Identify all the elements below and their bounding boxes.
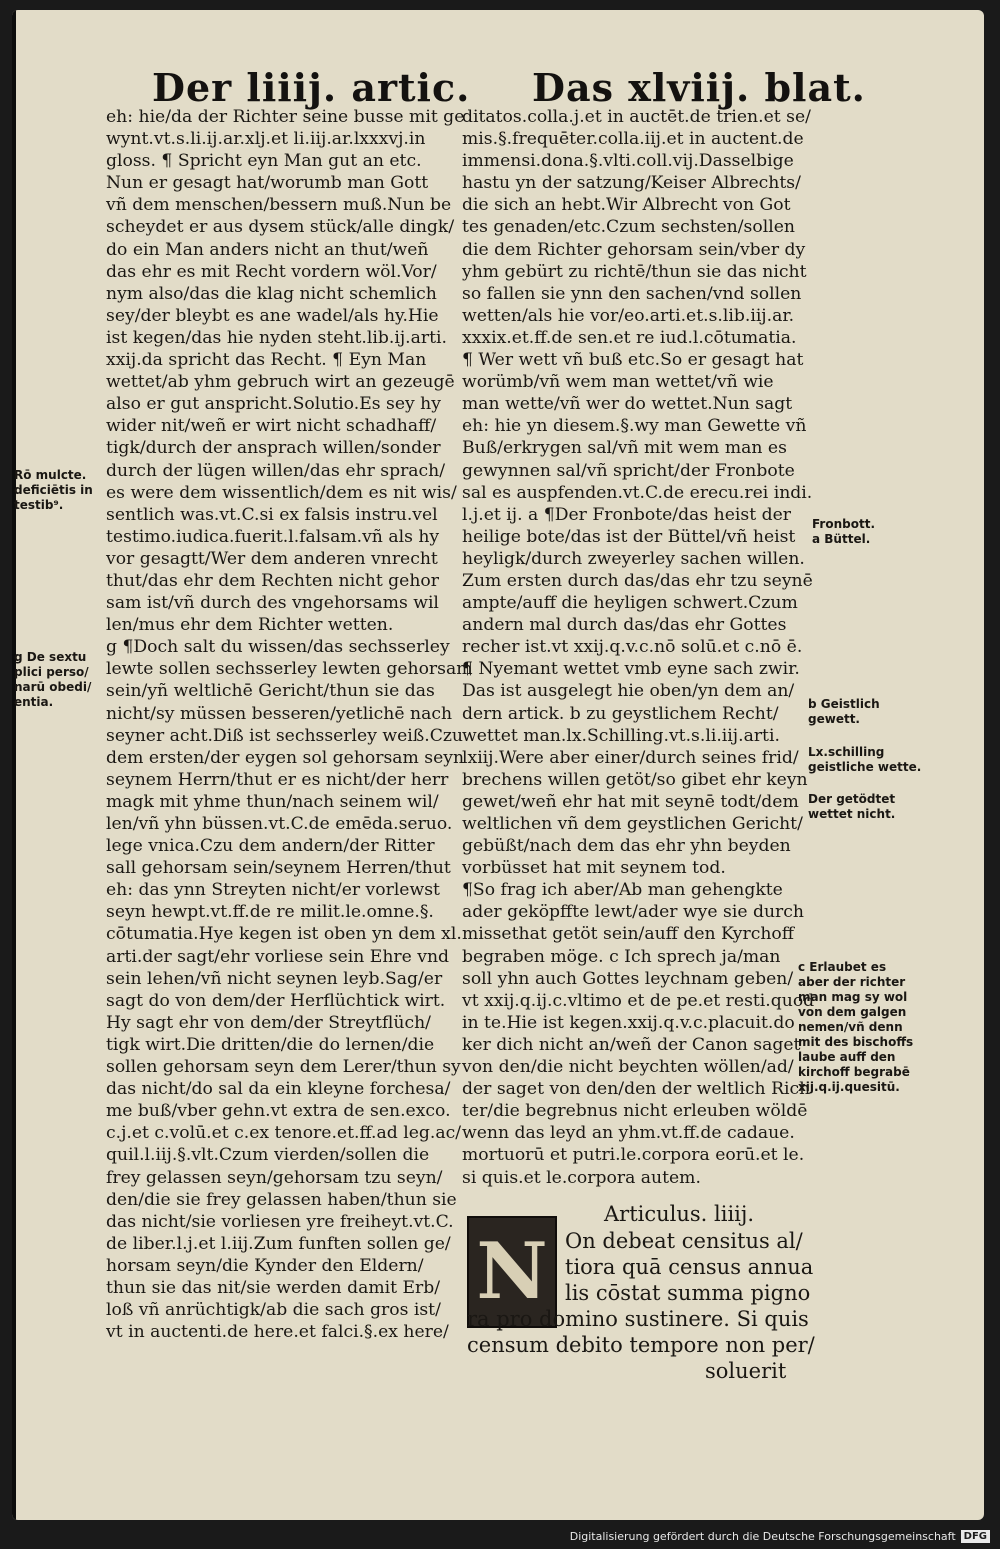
margin-note-line: testib⁹. (14, 498, 64, 512)
text-line: ker dich nicht an/weñ der Canon saget (462, 1034, 801, 1055)
margin-note-line: deficiētis in (14, 483, 93, 497)
text-line: frey gelassen seyn/gehorsam tzu seyn/ (106, 1167, 443, 1188)
text-line: horsam seyn/die Kynder den Eldern/ (106, 1255, 424, 1276)
text-line: sey/der bleybt es ane wadel/als hy.Hie (106, 305, 439, 326)
latin-line: tiora quā census annua (565, 1255, 814, 1279)
text-line: von den/die nicht beychten wöllen/ad/ (462, 1057, 794, 1078)
margin-note-right-4 (808, 792, 895, 822)
text-line: recher ist.vt xxij.q.v.c.nō solū.et c.nō ē. (462, 637, 803, 658)
text-line: lxiij.Were aber einer/durch seines frid/ (462, 747, 799, 768)
book-page (12, 10, 984, 1520)
text-line: weltlichen vñ dem geystlichen Gericht/ (462, 814, 803, 834)
text-line: das nicht/do sal da ein kleyne forchesa/ (106, 1079, 451, 1100)
text-line: quil.l.iij.§.vlt.Czum vierden/sollen die (106, 1145, 430, 1166)
text-line: g ¶Doch salt du wissen/das sechsserley (106, 637, 450, 658)
text-line: thun sie das nit/sie werden damit Erb/ (106, 1277, 441, 1298)
margin-note-line: nemen/vñ denn (798, 1020, 903, 1034)
text-line: der saget von den/den der weltlich Rich (462, 1079, 811, 1100)
margin-note-line: plici perso/ (14, 665, 89, 679)
margin-note-line: xij.q.ij.quesitū. (798, 1080, 900, 1094)
text-line: eh: das ynn Streyten nicht/er vorlewst (106, 880, 440, 901)
text-line: seyner acht.Diß ist sechsserley weiß.Czu (106, 725, 464, 746)
text-line: ader geköpffte lewt/ader wye sie durch (462, 902, 804, 923)
text-line: ¶ Wer wett vñ buß etc.So er gesagt hat (462, 350, 804, 371)
text-line: vor gesagtt/Wer dem anderen vnrecht (106, 548, 438, 569)
text-line: also er gut anspricht.Solutio.Es sey hy (106, 394, 441, 415)
margin-note-line: geistliche wette. (808, 760, 922, 774)
margin-note-line: g De sextu (14, 650, 87, 664)
text-line: c.j.et c.volū.et c.ex tenore.et.ff.ad leg.ac/ (106, 1123, 462, 1144)
right-text-column (462, 106, 820, 1189)
text-line: vñ dem menschen/bessern muß.Nun be (106, 195, 452, 216)
text-line: soll yhn auch Gottes leychnam geben/ (462, 968, 794, 989)
text-line: man wette/vñ wer do wettet.Nun sagt (462, 394, 793, 415)
text-line: sein lehen/vñ nicht seynen leyb.Sag/er (106, 968, 443, 989)
text-line: nicht/sy müssen besseren/yetlichē nach (106, 703, 453, 724)
text-line: ampte/auff die heyligen schwert.Czum (462, 593, 798, 614)
text-line: vorbüsset hat mit seynem tod. (462, 858, 726, 879)
text-line: andern mal durch das/das ehr Gottes (462, 615, 787, 636)
latin-line: censum debito tempore non per/ (467, 1333, 815, 1357)
text-line: hastu yn der satzung/Keiser Albrechts/ (462, 173, 801, 194)
text-line: mortuorū et putri.le.corpora eorū.et le. (462, 1145, 805, 1166)
text-line: gewynnen sal/vñ spricht/der Fronbote (462, 460, 795, 481)
text-line: ist kegen/das hie nyden steht.lib.ij.arti. (106, 327, 447, 348)
text-line: me buß/vber gehn.vt extra de sen.exco. (106, 1101, 451, 1122)
margin-note-left-1 (14, 468, 93, 513)
text-line: Das ist ausgelegt hie oben/yn dem an/ (462, 681, 795, 702)
text-line: in te.Hie ist kegen.xxij.q.v.c.placuit.do (462, 1012, 795, 1033)
text-line: es were dem wissentlich/dem es nit wis/ (106, 482, 457, 503)
text-line: Buß/erkrygen sal/vñ mit wem man es (462, 438, 787, 459)
text-line: Hy sagt ehr von dem/der Streytflüch/ (106, 1012, 431, 1033)
text-line: tes genaden/etc.Czum sechsten/sollen (462, 217, 795, 238)
text-line: vt in auctenti.de here.et falci.§.ex here/ (106, 1322, 449, 1343)
margin-note-line: aber der richter (798, 975, 906, 989)
text-line: das nicht/sie vorliesen yre freiheyt.vt.C. (106, 1211, 454, 1232)
text-line: wettet man.lx.Schilling.vt.s.li.iij.arti. (462, 725, 780, 746)
text-line: sein/yñ weltlichē Gericht/thun sie das (106, 681, 435, 702)
latin-line: lis cōstat summa pigno (565, 1281, 811, 1305)
text-line: sam ist/vñ durch des vngehorsams wil (106, 593, 439, 614)
running-header-left: Der liiij. artic. (152, 65, 471, 110)
text-line: mis.§.frequēter.colla.iij.et in auctent.de (462, 129, 804, 150)
text-line: sal es auspfenden.vt.C.de erecu.rei indi. (462, 482, 813, 503)
margin-note-right-1 (812, 517, 875, 547)
text-line: ditatos.colla.j.et in auctēt.de trien.et se/ (462, 107, 811, 127)
initial-letter: N (476, 1226, 548, 1317)
text-line: wenn das leyd an yhm.vt.ff.de cadaue. (462, 1123, 795, 1144)
text-line: vt xxij.q.ij.c.vltimo et de pe.et resti.quod (462, 990, 815, 1011)
text-line: seynem Herrn/thut er es nicht/der herr (106, 769, 449, 790)
text-line: sentlich was.vt.C.si ex falsis instru.vel (106, 504, 438, 525)
latin-line: ra pro domino sustinere. Si quis (467, 1307, 809, 1331)
text-line: den/die sie frey gelassen haben/thun sie (106, 1189, 457, 1210)
text-line: sagt do von dem/der Herflüchtick wirt. (106, 990, 446, 1011)
text-line: wetten/als hie vor/eo.arti.et.s.lib.iij.ar. (462, 305, 795, 326)
text-line: ¶ Nyemant wettet vmb eyne sach zwir. (462, 659, 800, 680)
text-line: das ehr es mit Recht vordern wöl.Vor/ (106, 261, 437, 282)
text-line: so fallen sie ynn den sachen/vnd sollen (462, 283, 802, 304)
text-line: wettet/ab yhm gebruch wirt an gezeugē (106, 372, 455, 393)
text-line: xxxix.et.ff.de sen.et re iud.l.cōtumatia. (462, 327, 797, 348)
text-line: tigk/durch der ansprach willen/sonder (106, 438, 441, 459)
margin-note-line: Lx.schilling (808, 745, 885, 759)
text-line: heyligk/durch zweyerley sachen willen. (462, 548, 805, 569)
text-line: die dem Richter gehorsam sein/vber dy (462, 239, 806, 260)
text-line: worümb/vñ wem man wettet/vñ wie (462, 372, 774, 393)
text-line: len/mus ehr dem Richter wetten. (106, 615, 394, 636)
latin-line: soluerit (705, 1359, 787, 1383)
text-line: testimo.iudica.fuerit.l.falsam.vñ als hy (106, 526, 440, 547)
text-line: heilige bote/das ist der Büttel/vñ heist (462, 526, 796, 547)
text-line: scheydet er aus dysem stück/alle dingk/ (106, 217, 455, 238)
text-line: Zum ersten durch das/das ehr tzu seynē (462, 570, 813, 591)
margin-note-right-3 (808, 745, 921, 775)
text-line: cōtumatia.Hye kegen ist oben yn dem xl. (106, 924, 462, 945)
text-line: dem ersten/der eygen sol gehorsam seyn (106, 747, 465, 768)
margin-note-line: man mag sy wol (798, 990, 908, 1004)
latin-line: On debeat censitus al/ (565, 1229, 803, 1253)
text-line: thut/das ehr dem Rechten nicht gehor (106, 570, 439, 591)
text-line: lege vnica.Czu dem andern/der Ritter (106, 836, 435, 857)
text-line: tigk wirt.Die dritten/die do lernen/die (106, 1034, 435, 1055)
article-latin-text (467, 1228, 815, 1384)
margin-note-right-5 (798, 960, 913, 1095)
text-line: si quis.et le.corpora autem. (462, 1167, 701, 1188)
text-line: loß vñ anrüchtigk/ab die sach gros ist/ (106, 1300, 441, 1321)
margin-note-line: mit des bischoffs (798, 1035, 914, 1049)
margin-note-right-2 (808, 697, 880, 727)
text-line: ¶So frag ich aber/Ab man gehengkte (462, 880, 783, 901)
text-line: wider nit/weñ er wirt nicht schadhaff/ (106, 416, 437, 437)
running-header-right: Das xlviij. blat. (532, 65, 866, 110)
text-line: brechens willen getöt/so gibet ehr keyn (462, 769, 808, 790)
margin-note-line: Rō mulcte. (14, 468, 87, 482)
text-line: de liber.l.j.et l.iij.Zum funften sollen ge/ (106, 1233, 451, 1254)
text-line: immensi.dona.§.vlti.coll.vij.Dasselbige (462, 151, 794, 172)
text-line: Nun er gesagt hat/worumb man Gott (106, 173, 429, 194)
margin-note-line: Der getödtet (808, 792, 896, 806)
digitization-footer (570, 1530, 990, 1543)
text-line: len/vñ yhn büssen.vt.C.de emēda.seruo. (106, 814, 453, 834)
text-line: sall gehorsam sein/seynem Herren/thut (106, 858, 451, 879)
page-edge (12, 10, 16, 1520)
margin-note-line: kirchoff begrabē (798, 1065, 910, 1079)
left-text-column (106, 106, 473, 1343)
text-line: sollen gehorsam seyn dem Lerer/thun sy (106, 1057, 461, 1078)
margin-note-line: entia. (14, 695, 54, 709)
text-line: eh: hie yn diesem.§.wy man Gewette vñ (462, 416, 807, 437)
margin-note-line: Fronbott. (812, 517, 875, 531)
text-line: durch der lügen willen/das ehr sprach/ (106, 460, 446, 481)
text-line: ter/die begrebnus nicht erleuben wöldē (462, 1101, 808, 1122)
margin-note-line: a Büttel. (812, 532, 871, 546)
text-line: xxij.da spricht das Recht. ¶ Eyn Man (106, 350, 427, 371)
text-line: arti.der sagt/ehr vorliese sein Ehre vnd (106, 946, 450, 967)
dfg-logo: DFG (961, 1530, 990, 1543)
margin-note-line: von dem galgen (798, 1005, 907, 1019)
margin-note-line: gewett. (808, 712, 860, 726)
text-line: dern artick. b zu geystlichem Recht/ (462, 703, 779, 724)
text-line: gewet/weñ ehr hat mit seynē todt/dem (462, 791, 799, 812)
text-line: seyn hewpt.vt.ff.de re milit.le.omne.§. (106, 902, 434, 923)
margin-note-line: b Geistlich (808, 697, 880, 711)
margin-note-left-2 (14, 650, 91, 710)
text-line: gebüßt/nach dem das ehr yhn beyden (462, 836, 791, 857)
margin-note-line: laube auff den (798, 1050, 896, 1064)
margin-note-line: c Erlaubet es (798, 960, 887, 974)
article-title: Articulus. liiij. (604, 1202, 755, 1226)
text-line: do ein Man anders nicht an thut/weñ (106, 239, 429, 260)
footer-credit: Digitalisierung gefördert durch die Deutsche Forschungsgemeinschaft (569, 1530, 956, 1543)
text-line: magk mit yhme thun/nach seinem wil/ (106, 791, 439, 812)
text-line: wynt.vt.s.li.ij.ar.xlj.et li.iij.ar.lxxxvj.in (106, 129, 426, 150)
text-line: eh: hie/da der Richter seine busse mit ge (106, 107, 465, 127)
margin-note-line: narū obedi/ (14, 680, 92, 694)
text-line: lewte sollen sechsserley lewten gehorsam (106, 659, 473, 680)
text-line: die sich an hebt.Wir Albrecht von Got (462, 195, 791, 216)
text-line: nym also/das die klag nicht schemlich (106, 283, 437, 304)
text-line: begraben möge. c Ich sprech ja/man (462, 946, 781, 967)
text-line: missethat getöt sein/auff den Kyrchoff (462, 924, 794, 945)
margin-note-line: wettet nicht. (808, 807, 896, 821)
text-line: yhm gebürt zu richtē/thun sie das nicht (462, 261, 807, 282)
text-line: l.j.et ij. a ¶Der Fronbote/das heist der (462, 504, 791, 525)
text-line: gloss. ¶ Spricht eyn Man gut an etc. (106, 151, 422, 172)
